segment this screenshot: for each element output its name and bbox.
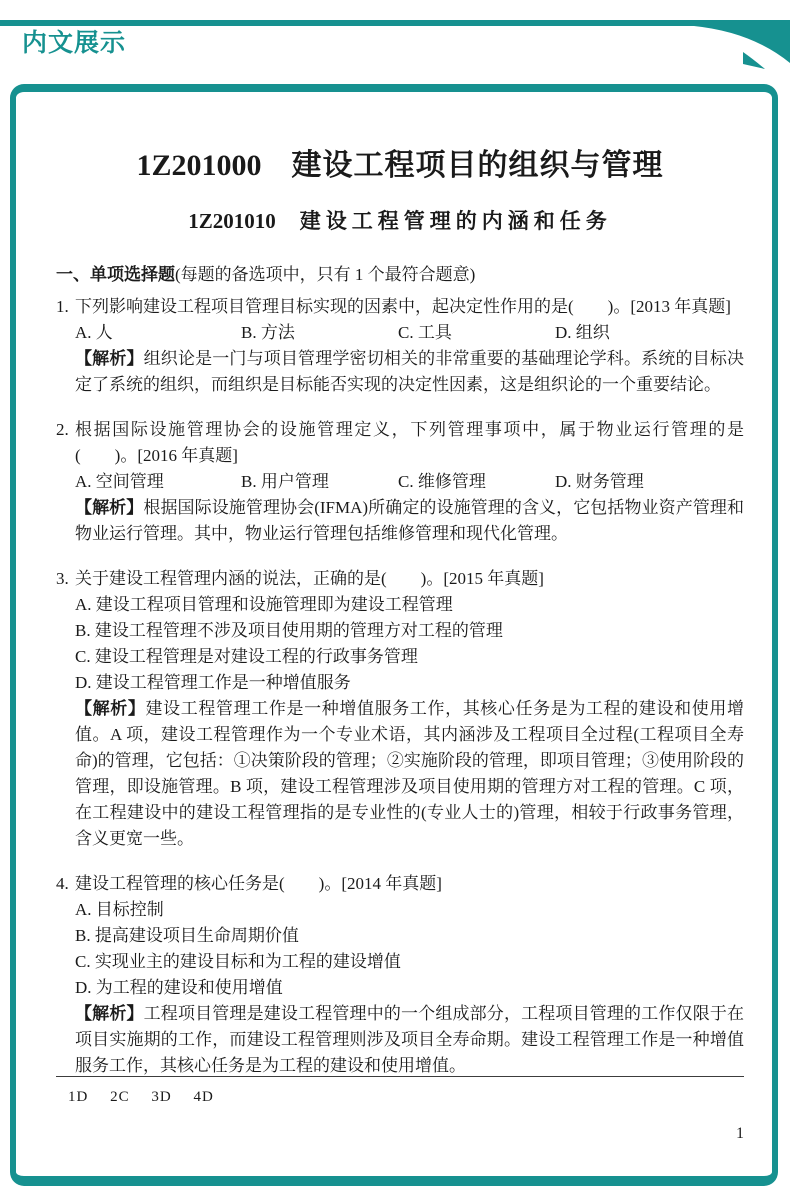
question-block-2 [56, 417, 744, 547]
option-a: A. 空间管理 [75, 472, 164, 491]
question-number: 1. [56, 297, 69, 316]
analysis-paragraph [75, 346, 744, 398]
option-c: C. 建设工程管理是对建设工程的行政事务管理 [75, 647, 418, 666]
page-content [16, 92, 772, 1176]
analysis-text: 建设工程管理工作是一种增值服务工作，其核心任务是为工程的建设和使用增值。A 项，建设工程管理作为一个专业术语，其内涵涉及工程项目全过程(工程项目全寿命)的管理，它包括：①决策阶段的管理；②实施阶段的管理，即项目管理；③使用阶段的管理，即设施管理。B 项，建设工程管理涉及项目使用期的管理方对工程的管理。C 项，在工程建设中的建设工程管理指的是专业性的(专业人士的)管理，相较于行政事务管理，含义更宽一些。 [75, 699, 745, 848]
question-line [56, 417, 744, 469]
options-row [75, 320, 744, 346]
analysis-text: 根据国际设施管理协会(IFMA)所确定的设施管理的含义，它包括物业资产管理和物业运行管理。其中，物业运行管理包括维修管理和现代化管理。 [75, 498, 744, 543]
analysis-text: 工程项目管理是建设工程管理中的一个组成部分，工程项目管理的工作仅限于在项目实施期的工作，而建设工程管理则涉及项目全寿命期。建设工程管理工作是一种增值服务工作，其核心任务是为工程的建设和使用增值。 [75, 1004, 745, 1075]
answer-key-item: 4D [193, 1089, 214, 1105]
chapter-title: 建设工程项目的组织与管理 [291, 149, 664, 182]
analysis-label: 【解析】 [75, 349, 144, 368]
question-type-label: 一、单项选择题 [56, 265, 175, 284]
analysis-text: 组织论是一门与项目管理学密切相关的非常重要的基础理论学科。系统的目标决定了系统的组织，而组织是目标能否实现的决定性因素，这是组织论的一个重要结论。 [75, 349, 745, 394]
question-number: 4. [56, 874, 69, 893]
analysis-label: 【解析】 [75, 1004, 144, 1023]
options-list [75, 592, 744, 696]
answer-key-item: 1D [68, 1089, 89, 1105]
analysis-paragraph [75, 495, 744, 547]
question-line [56, 294, 744, 320]
question-block-3 [56, 566, 744, 852]
option-b: B. 方法 [241, 323, 295, 342]
question-text: 下列影响建设工程项目管理目标实现的因素中，起决定性作用的是( )。[2013 年真题] [75, 297, 731, 316]
question-number: 3. [56, 569, 69, 588]
option-d: D. 组织 [555, 323, 610, 342]
option-d: D. 建设工程管理工作是一种增值服务 [75, 673, 351, 692]
section-heading-title [56, 206, 744, 236]
question-text: 根据国际设施管理协会的设施管理定义，下列管理事项中，属于物业运行管理的是( )。[2016 年真题] [75, 420, 744, 465]
option-c: C. 实现业主的建设目标和为工程的建设增值 [75, 952, 401, 971]
option-b: B. 用户管理 [241, 472, 329, 491]
question-line [56, 566, 744, 592]
banner-label: 内文展示 [22, 29, 127, 57]
option-d: D. 财务管理 [555, 472, 644, 491]
option-c: C. 维修管理 [398, 472, 486, 491]
question-line [56, 871, 744, 897]
corner-ribbon-icon [694, 19, 790, 79]
section-title: 建设工程管理的内涵和任务 [299, 209, 612, 233]
options-list [75, 897, 744, 1001]
option-c: C. 工具 [398, 323, 452, 342]
section-code: 1Z201010 [188, 209, 276, 233]
chapter-code: 1Z201000 [136, 149, 262, 182]
analysis-label: 【解析】 [75, 699, 146, 718]
answer-key-item: 2C [110, 1089, 130, 1105]
analysis-paragraph [75, 1001, 744, 1079]
options-row [75, 469, 744, 495]
footer-divider [56, 1076, 744, 1077]
answer-key-item: 3D [151, 1089, 172, 1105]
option-d: D. 为工程的建设和使用增值 [75, 978, 283, 997]
question-block-1 [56, 294, 744, 398]
question-text: 建设工程管理的核心任务是( )。[2014 年真题] [75, 874, 442, 893]
page-number: 1 [736, 1125, 744, 1142]
top-accent-bar [0, 20, 790, 26]
question-type-heading [56, 262, 744, 288]
analysis-paragraph [75, 696, 744, 852]
answer-key [68, 1084, 744, 1110]
page-footer [56, 1076, 744, 1168]
question-number: 2. [56, 420, 69, 439]
question-text: 关于建设工程管理内涵的说法，正确的是( )。[2015 年真题] [75, 569, 544, 588]
question-type-note: (每题的备选项中，只有 1 个最符合题意) [175, 265, 476, 284]
page-box [10, 84, 778, 1186]
analysis-label: 【解析】 [75, 498, 144, 517]
option-b: B. 提高建设项目生命周期价值 [75, 926, 299, 945]
option-a: A. 人 [75, 323, 113, 342]
question-block-4 [56, 871, 744, 1079]
option-b: B. 建设工程管理不涉及项目使用期的管理方对工程的管理 [75, 621, 503, 640]
option-a: A. 目标控制 [75, 900, 164, 919]
option-a: A. 建设工程项目管理和设施管理即为建设工程管理 [75, 595, 453, 614]
chapter-heading [56, 146, 744, 186]
